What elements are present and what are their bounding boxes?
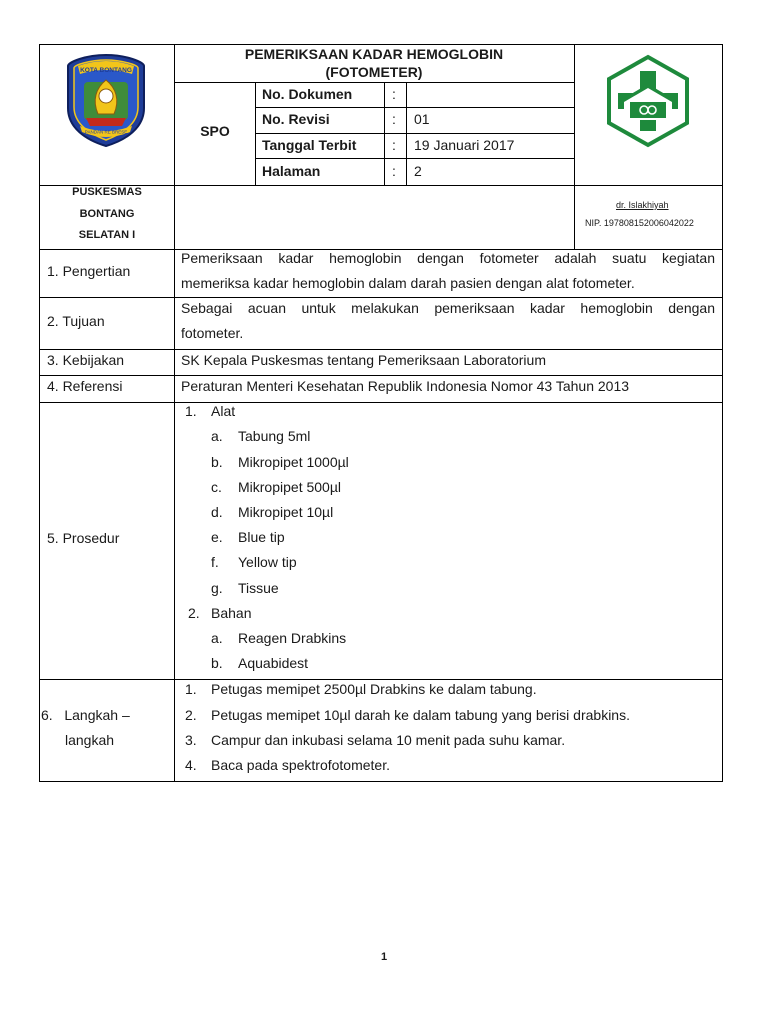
langkah-step-text: Campur dan inkubasi selama 10 menit pada suhu kamar. bbox=[211, 732, 566, 748]
section-label-prosedur: 5. Prosedur bbox=[47, 530, 120, 546]
alat-item-text: Mikropipet 500µl bbox=[238, 479, 342, 495]
prosedur-group2-title: Bahan bbox=[211, 605, 252, 621]
section-label-langkah-line2: langkah bbox=[65, 732, 115, 748]
section-text-kebijakan: SK Kepala Puskesmas tentang Pemeriksaan Laboratorium bbox=[181, 352, 546, 368]
org-name-line1: PUSKESMAS bbox=[72, 186, 142, 198]
bahan-item-text: Reagen Drabkins bbox=[238, 630, 347, 646]
langkah-step-number: 3. bbox=[185, 732, 197, 748]
alat-item-text: Yellow tip bbox=[238, 554, 297, 570]
pengertian-line-2: memeriksa kadar hemoglobin dalam darah pasien dengan alat fotometer. bbox=[181, 275, 635, 291]
section-text-referensi: Peraturan Menteri Kesehatan Republik Indonesia Nomor 43 Tahun 2013 bbox=[181, 378, 630, 394]
field-row-line-2 bbox=[255, 133, 574, 134]
signatory-nip: NIP. 197808152006042022 bbox=[585, 218, 694, 228]
alat-item-letter: e. bbox=[211, 529, 223, 545]
kota-bontang-logo bbox=[64, 52, 148, 148]
langkah-step-number: 2. bbox=[185, 707, 197, 723]
langkah-step-number: 1. bbox=[185, 681, 197, 697]
page-number: 1 bbox=[380, 951, 388, 963]
table-border-left bbox=[39, 44, 40, 782]
row-line-kebijakan bbox=[39, 349, 723, 350]
prosedur-group2-number: 2. bbox=[188, 605, 200, 621]
section-text-tujuan bbox=[181, 296, 715, 346]
section-label-referensi: 4. Referensi bbox=[47, 378, 123, 394]
bahan-item-letter: a. bbox=[211, 630, 223, 646]
langkah-step-text: Petugas memipet 2500µl Drabkins ke dalam tabung. bbox=[211, 681, 537, 697]
document-title-line2: (FOTOMETER) bbox=[325, 64, 423, 80]
field-label-halaman: Halaman bbox=[262, 163, 321, 179]
langkah-step-text: Petugas memipet 10µl darah ke dalam tabung yang berisi drabkins. bbox=[211, 707, 630, 723]
alat-item-text: Blue tip bbox=[238, 529, 285, 545]
pengertian-line-1: Pemeriksaan kadar hemoglobin dengan fotometer adalah suatu kegiatan bbox=[181, 250, 715, 266]
section-label-tujuan: 2. Tujuan bbox=[47, 313, 105, 329]
section-label-langkah-line1: 6. Langkah – bbox=[41, 707, 130, 723]
prosedur-group1-number: 1. bbox=[185, 403, 197, 419]
tujuan-line-2: fotometer. bbox=[181, 325, 244, 341]
alat-item-text: Mikropipet 1000µl bbox=[238, 454, 349, 470]
section-label-kebijakan: 3. Kebijakan bbox=[47, 352, 125, 368]
alat-item-letter: c. bbox=[211, 479, 222, 495]
field-sep-no-dokumen: : bbox=[392, 86, 396, 102]
puskesmas-logo bbox=[604, 54, 692, 148]
field-sep-no-revisi: : bbox=[392, 111, 396, 127]
header-divider-right bbox=[574, 44, 575, 250]
langkah-step-text: Baca pada spektrofotometer. bbox=[211, 757, 390, 773]
prosedur-group1-title: Alat bbox=[211, 403, 236, 419]
alat-item-letter: a. bbox=[211, 428, 223, 444]
signatory-name: dr. Islakhiyah bbox=[616, 200, 669, 210]
field-value-no-revisi: 01 bbox=[414, 111, 430, 127]
field-sep-halaman: : bbox=[392, 163, 396, 179]
field-sep-tanggal-terbit: : bbox=[392, 137, 396, 153]
logo-motto-text: PANDAN RE BRESE bbox=[84, 129, 128, 135]
section-label-pengertian: 1. Pengertian bbox=[47, 263, 131, 279]
field-row-line-1 bbox=[255, 107, 574, 108]
alat-item-text: Mikropipet 10µl bbox=[238, 504, 334, 520]
langkah-step-number: 4. bbox=[185, 757, 197, 773]
alat-item-letter: g. bbox=[211, 580, 223, 596]
bahan-item-text: Aquabidest bbox=[238, 655, 309, 671]
field-value-tanggal-terbit: 19 Januari 2017 bbox=[414, 137, 515, 153]
field-row-line-3 bbox=[255, 158, 574, 159]
bahan-item-letter: b. bbox=[211, 655, 223, 671]
section-text-pengertian bbox=[181, 246, 715, 296]
content-column-divider bbox=[174, 249, 175, 782]
table-border-bottom bbox=[39, 781, 723, 782]
logo-caption-text: KOTA BONTANG bbox=[80, 67, 132, 74]
field-label-no-revisi: No. Revisi bbox=[262, 111, 330, 127]
alat-item-letter: d. bbox=[211, 504, 223, 520]
spo-label: SPO bbox=[200, 123, 230, 139]
alat-item-text: Tissue bbox=[238, 580, 279, 596]
field-value-halaman: 2 bbox=[414, 163, 422, 179]
tujuan-line-1: Sebagai acuan untuk melakukan pemeriksaan kadar hemoglobin dengan bbox=[181, 300, 715, 316]
field-label-tanggal-terbit: Tanggal Terbit bbox=[262, 137, 357, 153]
field-label-no-dokumen: No. Dokumen bbox=[262, 86, 353, 102]
row-line-referensi bbox=[39, 375, 723, 376]
title-divider bbox=[174, 82, 574, 83]
document-title-line1: PEMERIKSAAN KADAR HEMOGLOBIN bbox=[244, 46, 504, 62]
alat-item-text: Tabung 5ml bbox=[238, 428, 311, 444]
table-border-right bbox=[722, 44, 723, 782]
org-name-line3: SELATAN I bbox=[78, 229, 136, 241]
alat-item-letter: b. bbox=[211, 454, 223, 470]
org-name-line2: BONTANG bbox=[79, 208, 135, 220]
alat-item-letter: f. bbox=[211, 554, 219, 570]
row-line-prosedur bbox=[39, 402, 723, 403]
